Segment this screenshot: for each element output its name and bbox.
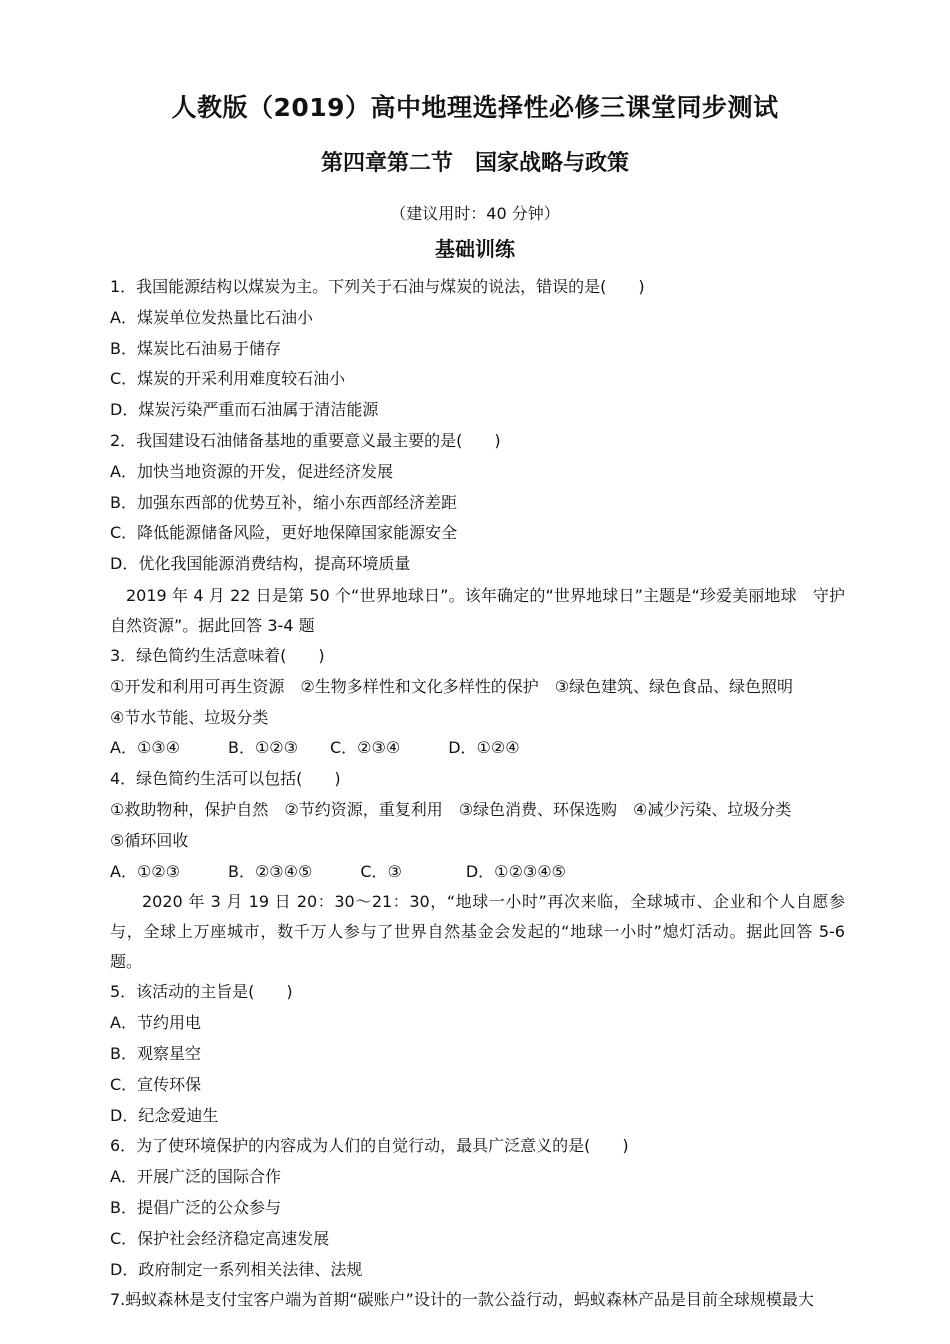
question-5-option-b: B．观察星空	[110, 1043, 201, 1063]
question-2-option-a: A．加快当地资源的开发，促进经济发展	[110, 461, 393, 481]
question-7-stem: 7.蚂蚁森林是支付宝客户端为首期“碳账户”设计的一款公益行动，蚂蚁森林产品是目前全球规模最大	[110, 1290, 814, 1310]
passage-5-6: 2020 年 3 月 19 日 20：30～21：30，“地球一小时”再次来临，全球城市、企业和个人自愿参与，全球上万座城市，数千万人参与了世界自然基金会发起的“地球一小时”熄灯活动。据此回答 5-6 题。	[110, 892, 845, 972]
question-3-options: A．①③④ B．①②③ C．②③④ D．①②④	[110, 738, 520, 758]
question-6-option-d: D．政府制定一系列相关法律、法规	[110, 1259, 363, 1279]
question-1-option-d: D．煤炭污染严重而石油属于清洁能源	[110, 400, 379, 420]
question-2-option-d: D．优化我国能源消费结构，提高环境质量	[110, 554, 411, 574]
suggested-time: （建议用时：40 分钟）	[390, 204, 560, 223]
question-3-items-line-2: ④节水节能、垃圾分类	[110, 707, 269, 727]
question-5-option-d: D．纪念爱迪生	[110, 1105, 219, 1125]
question-3-stem: 3．绿色简约生活意味着( )	[110, 645, 325, 665]
question-4-items-line-1: ①救助物种，保护自然 ②节约资源，重复利用 ③绿色消费、环保选购 ④减少污染、垃圾分类	[110, 799, 792, 819]
question-1-option-a: A．煤炭单位发热量比石油小	[110, 307, 313, 327]
document-title: 人教版（2019）高中地理选择性必修三课堂同步测试	[171, 93, 779, 122]
question-4-stem: 4．绿色简约生活可以包括( )	[110, 769, 341, 789]
question-1-option-c: C．煤炭的开采利用难度较石油小	[110, 369, 346, 389]
chapter-subtitle: 第四章第二节 国家战略与政策	[320, 151, 629, 176]
question-6-option-a: A．开展广泛的国际合作	[110, 1167, 281, 1187]
question-2-option-c: C．降低能源储备风险，更好地保障国家能源安全	[110, 523, 458, 543]
question-6-option-c: C．保护社会经济稳定高速发展	[110, 1228, 330, 1248]
question-6-stem: 6．为了使环境保护的内容成为人们的自觉行动，最具广泛意义的是( )	[110, 1136, 629, 1156]
section-heading: 基础训练	[435, 237, 515, 261]
question-4-items-line-2: ⑤循环回收	[110, 830, 189, 850]
question-list	[110, 272, 845, 1316]
question-4-options: A．①②③ B．②③④⑤ C．③ D．①②③④⑤	[110, 861, 566, 881]
question-5-option-c: C．宣传环保	[110, 1074, 202, 1094]
question-2-stem: 2．我国建设石油储备基地的重要意义最主要的是( )	[110, 430, 501, 450]
question-1-option-b: B．煤炭比石油易于储存	[110, 338, 281, 358]
passage-3-4: 2019 年 4 月 22 日是第 50 个“世界地球日”。该年确定的“世界地球日”主题是“珍爱美丽地球 守护自然资源”。据此回答 3-4 题	[110, 585, 845, 635]
question-1-stem: 1．我国能源结构以煤炭为主。下列关于石油与煤炭的说法，错误的是( )	[110, 277, 645, 296]
question-2-option-b: B．加强东西部的优势互补，缩小东西部经济差距	[110, 492, 457, 512]
question-6-option-b: B．提倡广泛的公众参与	[110, 1197, 281, 1217]
question-5-option-a: A．节约用电	[110, 1013, 201, 1033]
question-3-items-line-1: ①开发和利用可再生资源 ②生物多样性和文化多样性的保护 ③绿色建筑、绿色食品、绿色照明	[110, 676, 794, 696]
question-5-stem: 5．该活动的主旨是( )	[110, 982, 293, 1002]
